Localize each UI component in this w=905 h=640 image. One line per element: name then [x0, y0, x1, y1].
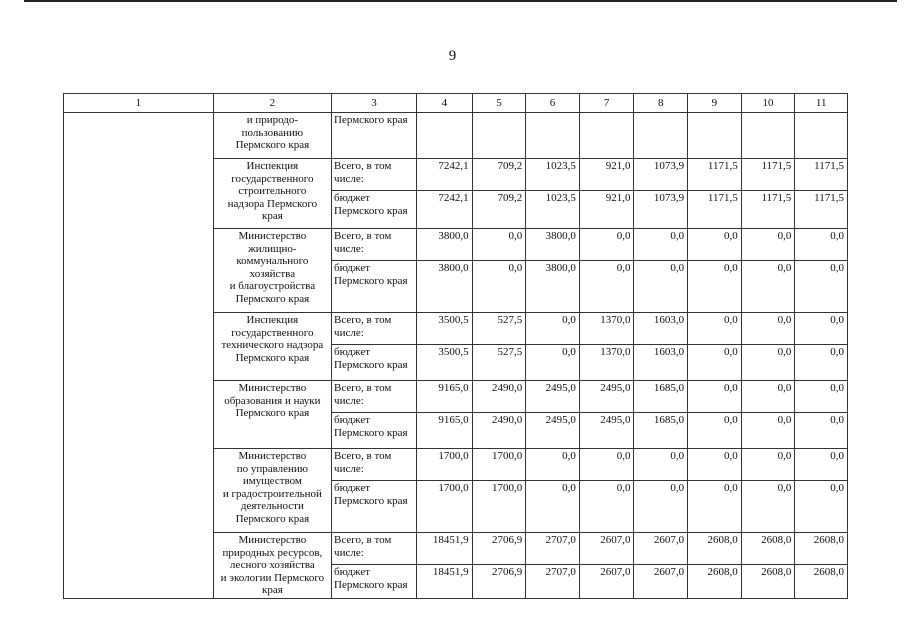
value-cell: 0,0	[526, 449, 580, 481]
value-cell: 0,0	[741, 381, 795, 413]
value-cell: 0,0	[688, 381, 742, 413]
value-cell: 0,0	[688, 313, 742, 345]
value-cell: 0,0	[795, 481, 848, 533]
value-cell	[795, 113, 848, 159]
value-cell: 0,0	[688, 261, 742, 313]
value-cell	[472, 113, 526, 159]
value-cell: 0,0	[688, 345, 742, 381]
value-cell: 1700,0	[472, 449, 526, 481]
value-cell: 527,5	[472, 313, 526, 345]
value-cell: 0,0	[741, 481, 795, 533]
value-cell: 0,0	[634, 449, 688, 481]
source-cell: бюджет Пермского края	[332, 481, 417, 533]
value-cell	[688, 113, 742, 159]
value-cell: 1171,5	[688, 159, 742, 191]
source-cell: бюджет Пермского края	[332, 191, 417, 229]
value-cell: 0,0	[579, 261, 634, 313]
value-cell: 1685,0	[634, 413, 688, 449]
org-cell: и природо- пользованию Пермского края	[213, 113, 331, 159]
column-header: 4	[417, 94, 473, 113]
value-cell: 2607,0	[579, 565, 634, 599]
value-cell: 1073,9	[634, 191, 688, 229]
value-cell: 0,0	[472, 261, 526, 313]
value-cell: 0,0	[634, 261, 688, 313]
value-cell: 7242,1	[417, 159, 473, 191]
source-cell: бюджет Пермского края	[332, 261, 417, 313]
source-cell: Всего, в том числе:	[332, 313, 417, 345]
value-cell: 3500,5	[417, 345, 473, 381]
source-cell: Всего, в том числе:	[332, 533, 417, 565]
column-header: 5	[472, 94, 526, 113]
value-cell: 921,0	[579, 159, 634, 191]
value-cell: 1171,5	[795, 191, 848, 229]
value-cell: 0,0	[688, 481, 742, 533]
value-cell: 1171,5	[741, 159, 795, 191]
column-header: 6	[526, 94, 580, 113]
value-cell: 0,0	[688, 449, 742, 481]
value-cell: 709,2	[472, 159, 526, 191]
source-cell: Всего, в том числе:	[332, 159, 417, 191]
value-cell: 1685,0	[634, 381, 688, 413]
value-cell: 1370,0	[579, 345, 634, 381]
value-cell: 2495,0	[526, 413, 580, 449]
value-cell: 1023,5	[526, 159, 580, 191]
source-cell: Всего, в том числе:	[332, 449, 417, 481]
value-cell: 9165,0	[417, 381, 473, 413]
page-number: 9	[448, 48, 457, 64]
value-cell: 0,0	[741, 313, 795, 345]
value-cell: 2607,0	[634, 565, 688, 599]
value-cell: 2706,9	[472, 565, 526, 599]
org-cell: Инспекция государственного технического надзора Пермского края	[213, 313, 331, 381]
value-cell: 3800,0	[526, 261, 580, 313]
value-cell: 0,0	[526, 481, 580, 533]
column-header: 3	[332, 94, 417, 113]
value-cell: 0,0	[526, 313, 580, 345]
value-cell: 0,0	[741, 413, 795, 449]
org-cell: Инспекция государственного строительного надзора Пермского края	[213, 159, 331, 229]
value-cell: 2608,0	[688, 533, 742, 565]
source-cell: бюджет Пермского края	[332, 413, 417, 449]
value-cell	[526, 113, 580, 159]
value-cell: 0,0	[795, 381, 848, 413]
value-cell: 2608,0	[741, 533, 795, 565]
value-cell: 0,0	[579, 481, 634, 533]
value-cell: 0,0	[688, 229, 742, 261]
value-cell: 1171,5	[795, 159, 848, 191]
column-header: 11	[795, 94, 848, 113]
value-cell: 0,0	[795, 449, 848, 481]
value-cell: 3800,0	[417, 229, 473, 261]
value-cell: 0,0	[795, 345, 848, 381]
value-cell: 2495,0	[579, 413, 634, 449]
value-cell: 1171,5	[741, 191, 795, 229]
org-cell: Министерство образования и науки Пермского края	[213, 381, 331, 449]
value-cell: 2490,0	[472, 381, 526, 413]
value-cell: 0,0	[795, 261, 848, 313]
source-cell: Пермского края	[332, 113, 417, 159]
value-cell	[741, 113, 795, 159]
value-cell: 0,0	[579, 229, 634, 261]
value-cell: 1073,9	[634, 159, 688, 191]
value-cell: 0,0	[795, 313, 848, 345]
value-cell: 2707,0	[526, 565, 580, 599]
value-cell: 2608,0	[795, 533, 848, 565]
value-cell: 2607,0	[579, 533, 634, 565]
value-cell: 1700,0	[417, 449, 473, 481]
value-cell: 1603,0	[634, 313, 688, 345]
source-cell: Всего, в том числе:	[332, 381, 417, 413]
org-cell: Министерство природных ресурсов, лесного хозяйства и экологии Пермского края	[213, 533, 331, 599]
value-cell: 0,0	[634, 229, 688, 261]
value-cell: 527,5	[472, 345, 526, 381]
empty-col-1-cell	[64, 113, 214, 599]
value-cell: 2607,0	[634, 533, 688, 565]
budget-table	[63, 93, 848, 599]
value-cell: 9165,0	[417, 413, 473, 449]
value-cell: 3500,5	[417, 313, 473, 345]
value-cell: 921,0	[579, 191, 634, 229]
value-cell: 2608,0	[688, 565, 742, 599]
header-row	[64, 94, 848, 113]
value-cell: 18451,9	[417, 565, 473, 599]
value-cell: 18451,9	[417, 533, 473, 565]
value-cell: 0,0	[795, 413, 848, 449]
value-cell: 2706,9	[472, 533, 526, 565]
value-cell: 7242,1	[417, 191, 473, 229]
value-cell: 3800,0	[526, 229, 580, 261]
value-cell: 1023,5	[526, 191, 580, 229]
value-cell	[579, 113, 634, 159]
value-cell: 1171,5	[688, 191, 742, 229]
value-cell: 2495,0	[526, 381, 580, 413]
column-header: 9	[688, 94, 742, 113]
value-cell: 1700,0	[417, 481, 473, 533]
value-cell: 2490,0	[472, 413, 526, 449]
value-cell	[634, 113, 688, 159]
column-header: 10	[741, 94, 795, 113]
value-cell: 0,0	[634, 481, 688, 533]
value-cell: 1603,0	[634, 345, 688, 381]
value-cell: 0,0	[741, 345, 795, 381]
value-cell: 0,0	[472, 229, 526, 261]
value-cell: 0,0	[688, 413, 742, 449]
column-header: 7	[579, 94, 634, 113]
value-cell: 2608,0	[795, 565, 848, 599]
value-cell: 0,0	[741, 261, 795, 313]
column-header: 2	[213, 94, 331, 113]
value-cell: 1370,0	[579, 313, 634, 345]
value-cell	[417, 113, 473, 159]
table-row	[64, 113, 848, 159]
org-cell: Министерство по управлению имуществом и градостроительной деятельности Пермского края	[213, 449, 331, 533]
value-cell: 0,0	[526, 345, 580, 381]
column-header: 1	[64, 94, 214, 113]
value-cell: 2608,0	[741, 565, 795, 599]
value-cell: 709,2	[472, 191, 526, 229]
scan-top-edge	[24, 0, 897, 2]
value-cell: 1700,0	[472, 481, 526, 533]
source-cell: бюджет Пермского края	[332, 565, 417, 599]
org-cell: Министерство жилищно- коммунального хозяйства и благоустройства Пермского края	[213, 229, 331, 313]
value-cell: 0,0	[579, 449, 634, 481]
value-cell: 3800,0	[417, 261, 473, 313]
value-cell: 2707,0	[526, 533, 580, 565]
value-cell: 0,0	[795, 229, 848, 261]
column-header: 8	[634, 94, 688, 113]
source-cell: Всего, в том числе:	[332, 229, 417, 261]
value-cell: 0,0	[741, 229, 795, 261]
value-cell: 0,0	[741, 449, 795, 481]
source-cell: бюджет Пермского края	[332, 345, 417, 381]
value-cell: 2495,0	[579, 381, 634, 413]
